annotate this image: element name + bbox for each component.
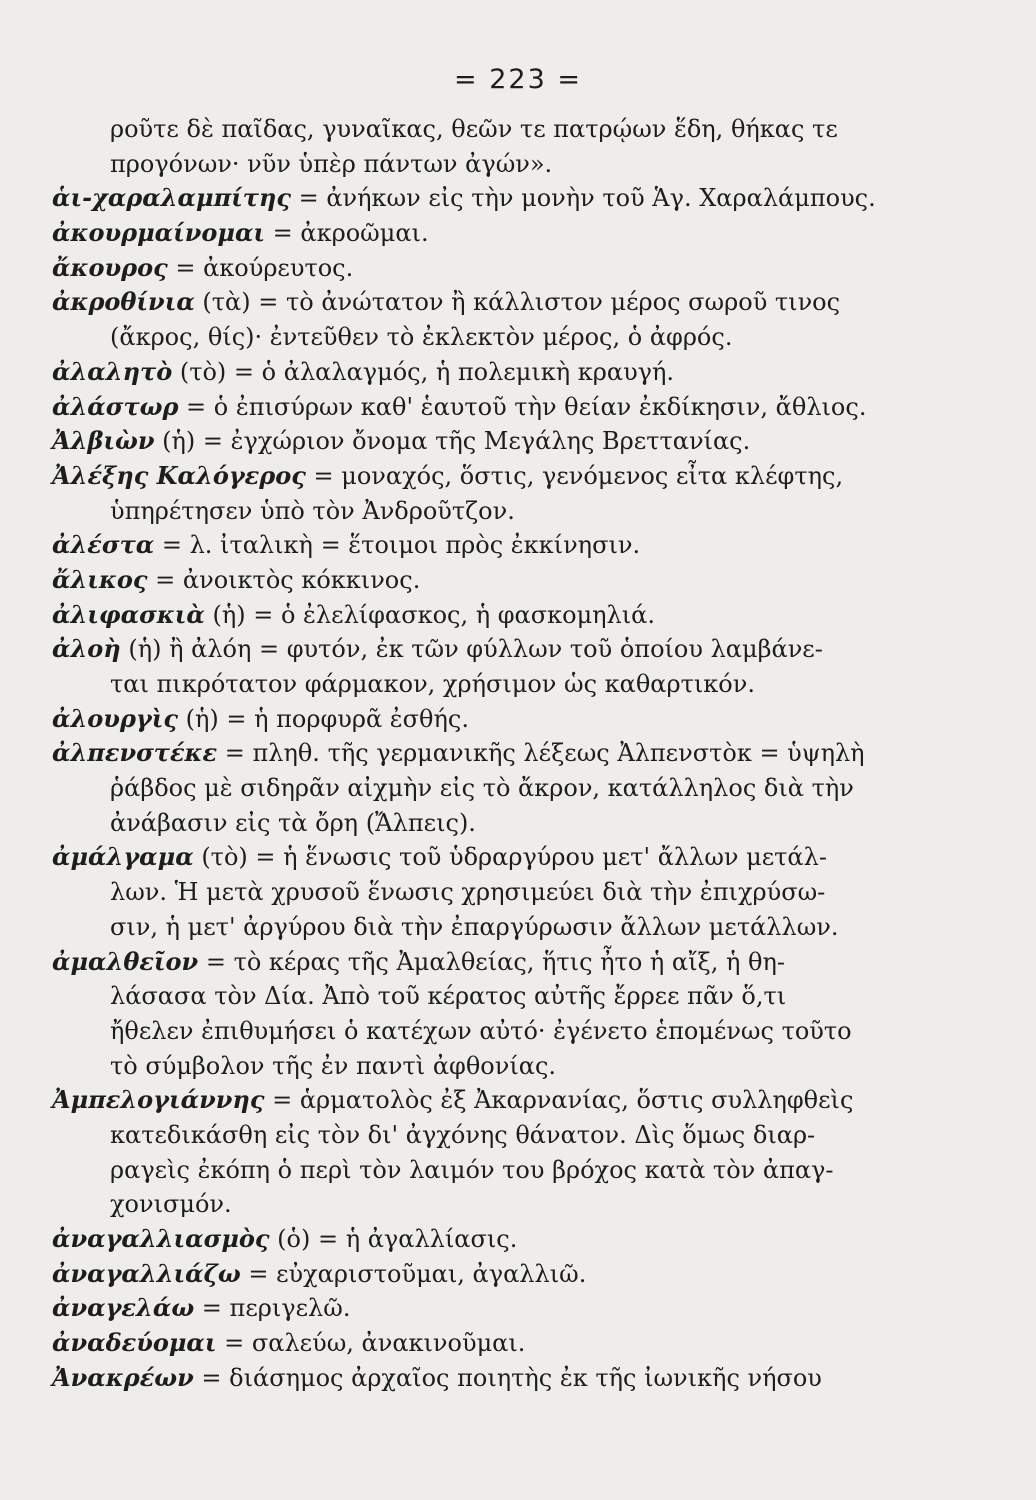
text-line — [52, 702, 932, 737]
headword: Ἀλέξης Καλόγερος — [52, 460, 306, 490]
text-line — [52, 216, 932, 251]
text-line — [52, 840, 932, 875]
headword: ἀλιφασκιὰ — [52, 599, 205, 629]
text-line — [52, 1014, 932, 1049]
definition-text: (τὸ) = ἡ ἕνωσις τοῦ ὑδραργύρου μετ' ἄλλων μετάλ- — [193, 843, 827, 872]
definition-text: = περιγελῶ. — [194, 1294, 351, 1323]
definition-text: τὸ σύμβολον τῆς ἐν παντὶ ἀφθονίας. — [110, 1051, 557, 1080]
text-line — [52, 528, 932, 563]
headword: ἀλάστωρ — [52, 391, 179, 421]
definition-text: = πληθ. τῆς γερμανικῆς λέξεως Ἀλπενστὸκ = ὑψηλὴ — [217, 739, 865, 768]
text-line — [52, 1083, 932, 1118]
headword: Ἀνακρέων — [52, 1362, 194, 1392]
definition-text: (τὸ) = ὁ ἀλαλαγμός, ἡ πολεμικὴ κραυγή. — [172, 357, 675, 386]
definition-text: (ὁ) = ἡ ἀγαλλίασις. — [269, 1225, 518, 1253]
headword: ἀναδεύομαι — [52, 1328, 217, 1358]
headword: ἀλπενστέκε — [52, 738, 218, 768]
text-line — [52, 424, 932, 459]
text-line — [52, 390, 932, 425]
definition-text: ῥάβδος μὲ σιδηρᾶν αἰχμὴν εἰς τὸ ἄκρον, κατάλληλος διὰ τὴν — [110, 774, 854, 803]
headword: ἄκουρος — [52, 252, 168, 282]
headword: ἀναγαλλιασμὸς — [52, 1224, 270, 1253]
text-line — [52, 1118, 932, 1153]
definition-text: = ἀνοικτὸς κόκκινος. — [147, 565, 421, 594]
headword: ἀκουρμαίνομαι — [52, 218, 266, 248]
definition-text: = σαλεύω, ἀνακινοῦμαι. — [216, 1329, 526, 1358]
text-line — [52, 945, 932, 980]
definition-text: = ἀκούρευτος. — [167, 253, 354, 282]
headword: ἄλικος — [52, 564, 148, 594]
headword: ἀλαλητὸ — [52, 356, 173, 386]
definition-text: = διάσημος ἀρχαῖος ποιητὴς ἐκ τῆς ἰωνικῆς νήσου — [193, 1363, 822, 1392]
text-line — [52, 181, 932, 216]
definition-text: ἤθελεν ἐπιθυμήσει ὁ κατέχων αὐτό· ἐγένετο ἑπομένως τοῦτο — [110, 1016, 852, 1045]
text-line — [52, 251, 932, 286]
definition-text: = ἁρματολὸς ἐξ Ἀκαρνανίας, ὅστις συλληφθεὶς — [264, 1086, 854, 1115]
text-line — [52, 563, 932, 598]
definition-text: = τὸ κέρας τῆς Ἀμαλθείας, ἥτις ἦτο ἡ αἴξ, ἡ θη- — [198, 947, 785, 976]
headword: Ἀμπελογιάννης — [52, 1085, 265, 1115]
definition-text: ται πικρότατον φάρμακον, χρήσιμον ὡς καθαρτικόν. — [110, 670, 755, 698]
headword: ἀκροθίνια — [52, 287, 195, 317]
definition-text: κατεδικάσθη εἰς τὸν δι' ἀγχόνης θάνατον. Δὶς ὅμως διαρ- — [110, 1120, 816, 1149]
text-line — [52, 1326, 932, 1361]
definition-text: (τὰ) = τὸ ἀνώτατον ἢ κάλλιστον μέρος σωροῦ τινος — [194, 288, 841, 317]
definition-text: ροῦτε δὲ παῖδας, γυναῖκας, θεῶν τε πατρῴων ἕδη, θήκας τε — [110, 115, 838, 143]
text-line — [52, 494, 932, 529]
text-line — [52, 806, 932, 841]
definition-text: ἀνάβασιν εἰς τὰ ὄρη (Ἄλπεις). — [110, 808, 476, 837]
text-line — [52, 147, 932, 182]
definition-text: (ἡ) ἢ ἀλόη = φυτόν, ἐκ τῶν φύλλων τοῦ ὁποίου λαμβάνε- — [120, 635, 823, 664]
definition-text: ραγεὶς ἐκόπη ὁ περὶ τὸν λαιμόν του βρόχος κατὰ τὸν ἀπαγ- — [110, 1155, 834, 1184]
definition-text: σιν, ἡ μετ' ἀργύρου διὰ τὴν ἐπαργύρωσιν ἄλλων μετάλλων. — [110, 912, 839, 941]
definition-text: = ὁ ἐπισύρων καθ' ἑαυτοῦ τὴν θείαν ἐκδίκησιν, ἄθλιος. — [178, 392, 867, 421]
definition-text: ὑπηρέτησεν ὑπὸ τὸν Ἀνδροῦτζον. — [110, 496, 515, 525]
headword: ἀλέστα — [52, 530, 155, 560]
text-line — [52, 979, 932, 1014]
definition-text: = ἀνήκων εἰς τὴν μονὴν τοῦ Ἁγ. Χαραλάμπους. — [290, 184, 876, 213]
text-line — [52, 1222, 932, 1257]
text-line — [52, 1187, 932, 1222]
text-line — [52, 1049, 932, 1084]
text-line — [52, 771, 932, 806]
text-line — [52, 632, 932, 667]
headword: ἀλοὴ — [52, 634, 121, 664]
text-line — [52, 1257, 932, 1292]
definition-text: λάσασα τὸν Δία. Ἀπὸ τοῦ κέρατος αὐτῆς ἔρρεε πᾶν ὅ,τι — [110, 982, 787, 1011]
page-number: = 223 = — [454, 64, 582, 95]
headword: ἀμάλγαμα — [52, 842, 194, 872]
text-line — [52, 320, 932, 355]
text-line — [52, 910, 932, 945]
headword: ἀναγαλλιάζω — [52, 1258, 241, 1288]
definition-text: (ἡ) = ἐγχώριον ὄνομα τῆς Μεγάλης Βρεττανίας. — [154, 427, 751, 456]
text-line — [52, 285, 932, 320]
headword: ἀλουργὶς — [52, 703, 178, 733]
headword: ἀναγελάω — [52, 1293, 195, 1323]
text-line — [52, 736, 932, 771]
definition-text: λων. Ἡ μετὰ χρυσοῦ ἕνωσις χρησιμεύει διὰ τὴν ἐπιχρύσω- — [110, 878, 826, 907]
text-line — [52, 667, 932, 702]
text-line — [52, 112, 932, 147]
definition-text: = λ. ἰταλικὴ = ἕτοιμοι πρὸς ἐκκίνησιν. — [154, 531, 641, 560]
dictionary-text — [52, 112, 932, 1395]
definition-text: προγόνων· νῦν ὑπὲρ πάντων ἀγών». — [110, 149, 553, 178]
definition-text: (ἡ) = ὁ ἐλελίφασκος, ἡ φασκομηλιά. — [204, 600, 656, 629]
definition-text: (ἄκρος, θίς)· ἐντεῦθεν τὸ ἐκλεκτὸν μέρος, ὁ ἀφρός. — [110, 323, 733, 352]
definition-text: (ἡ) = ἡ πορφυρᾶ ἐσθής. — [178, 704, 469, 733]
text-line — [52, 459, 932, 494]
text-line — [52, 355, 932, 390]
text-line — [52, 1153, 932, 1188]
headword: ἁι-χαραλαμπίτης — [52, 183, 291, 213]
definition-text: = εὐχαριστοῦμαι, ἀγαλλιῶ. — [240, 1259, 587, 1288]
definition-text: χονισμόν. — [110, 1190, 232, 1219]
headword: ἀμαλθεῖον — [52, 946, 199, 976]
definition-text: = μοναχός, ὅστις, γενόμενος εἶτα κλέφτης, — [305, 461, 844, 490]
definition-text: = ἀκροῶμαι. — [265, 219, 429, 248]
text-line — [52, 875, 932, 910]
text-line — [52, 1361, 932, 1396]
text-line — [52, 598, 932, 633]
text-line — [52, 1291, 932, 1326]
headword: Ἀλβιὼν — [52, 426, 155, 456]
